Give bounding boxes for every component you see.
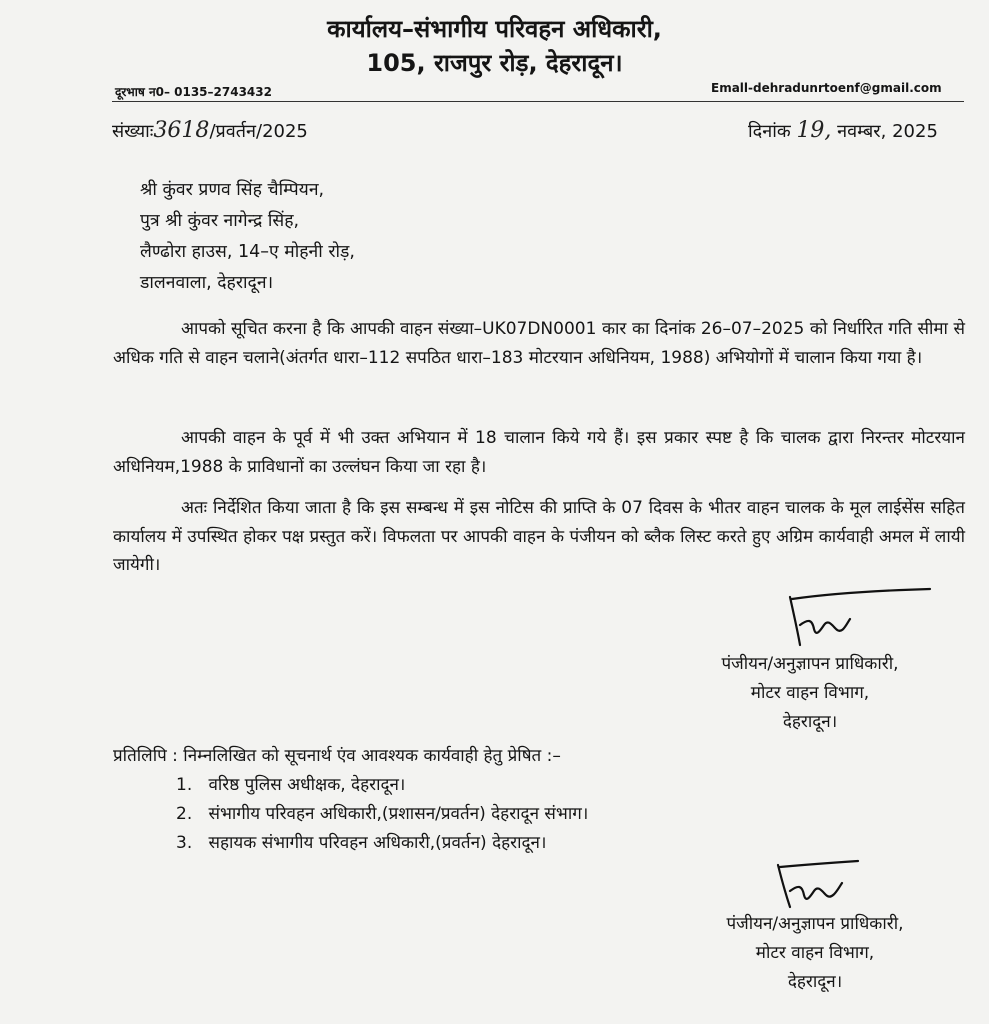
header-divider	[112, 101, 964, 102]
date-label: दिनांक	[748, 121, 791, 142]
addressee-line: लैण्ढोरा हाउस, 14–ए मोहनी रोड़,	[140, 242, 355, 262]
copy-list-item: 3. सहायक संभागीय परिवहन अधिकारी,(प्रवर्तन) देहरादून।	[176, 833, 547, 853]
body-paragraph-2: आपकी वाहन के पूर्व में भी उक्त अभियान में 18 चालान किये गये हैं। इस प्रकार स्पष्ट है कि चालक द्वारा निरन्तर मोटरयान अधिनियम,1988 के प्राविधानों का उल्लंघन किया जा रहा है।	[113, 428, 965, 477]
reference-suffix: /प्रवर्तन/2025	[209, 121, 308, 142]
signature-mark	[768, 855, 868, 915]
handwritten-date-day: 19,	[796, 118, 832, 143]
body-paragraph-1: आपको सूचित करना है कि आपकी वाहन संख्या–UK07DN0001 कार का दिनांक 26–07–2025 को निर्धारित गति सीमा से अधिक गति से वाहन चलाने(अंतर्गत धारा–112 सपठित धारा–183 मोटरयान अधिनियम, 1988) अभियोगों में चालान किया गया है।	[113, 319, 965, 368]
addressee-line: पुत्र श्री कुंवर नागेन्द्र सिंह,	[140, 211, 300, 231]
department-name: मोटर वाहन विभाग,	[755, 943, 875, 963]
reference-prefix: संख्याः	[112, 121, 154, 142]
city-name: देहरादून।	[787, 972, 843, 992]
office-address: 105, राजपुर रोड़, देहरादून।	[366, 49, 623, 77]
reference-number	[112, 118, 308, 143]
body-paragraph-3: अतः निर्देशित किया जाता है कि इस सम्बन्ध में इस नोटिस की प्राप्ति के 07 दिवस के भीतर वाहन चालक के मूल लाईसेंस सहित कार्यालय में उपस्थित होकर पक्ष प्रस्तुत करें। विफलता पर आपकी वाहन के पंजीयन को ब्लैक लिस्ट करते हुए अग्रिम कार्यवाही अमल में लायी जायेगी।	[113, 498, 965, 575]
phone-number: दूरभाष न0– 0135–2743432	[115, 85, 272, 99]
addressee-line: श्री कुंवर प्रणव सिंह चैम्पियन,	[140, 180, 325, 200]
signature-block-2	[665, 910, 965, 997]
letter-date	[748, 118, 938, 143]
handwritten-reference-number: 3618	[153, 118, 210, 143]
city-name: देहरादून।	[782, 712, 838, 732]
signature-mark	[780, 585, 940, 655]
copy-heading: प्रतिलिपि : निम्नलिखित को सूचनार्थ एंव आवश्यक कार्यवाही हेतु प्रेषित :–	[113, 746, 561, 766]
office-title: कार्यालय–संभागीय परिवहन अधिकारी,	[327, 15, 662, 43]
email-address: Emall-dehradunrtoenf@gmail.com	[711, 81, 942, 95]
date-month-year: नवम्बर, 2025	[837, 121, 938, 142]
department-name: मोटर वाहन विभाग,	[750, 683, 870, 703]
authority-title: पंजीयन/अनुज्ञापन प्राधिकारी,	[721, 654, 899, 674]
copy-list-item: 1. वरिष्ठ पुलिस अधीक्षक, देहरादून।	[176, 775, 406, 795]
signature-block-1	[660, 650, 960, 737]
copy-list-item: 2. संभागीय परिवहन अधिकारी,(प्रशासन/प्रवर्तन) देहरादून संभाग।	[176, 804, 589, 824]
authority-title: पंजीयन/अनुज्ञापन प्राधिकारी,	[726, 914, 904, 934]
addressee-line: डालनवाला, देहरादून।	[140, 273, 274, 293]
